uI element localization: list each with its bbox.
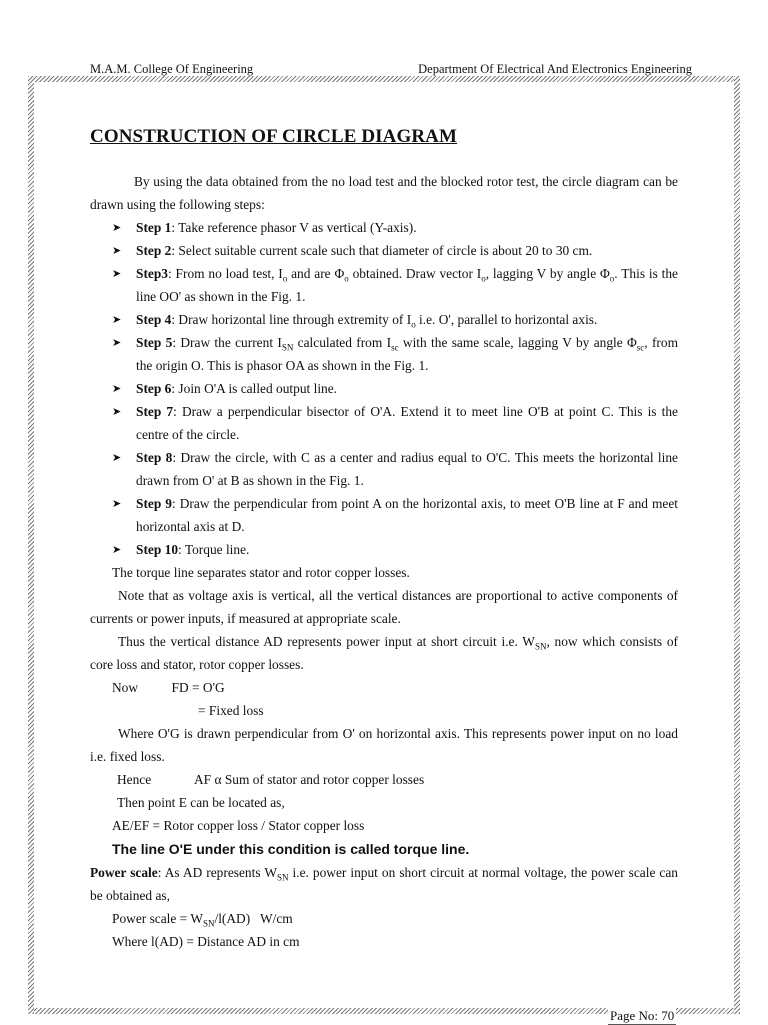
note-paragraph: Note that as voltage axis is vertical, all the vertical distances are proportional to active components of currents or power inputs, if measured at appropriate scale. [90, 588, 678, 626]
thus-paragraph: Thus the vertical distance AD represents power input at short circuit i.e. $W_{SN}$, now which consists of core loss and stator, rotor copper losses. [90, 634, 679, 672]
subscript: SN [281, 342, 294, 353]
step-item [90, 377, 678, 400]
fixed-loss-row [90, 699, 678, 722]
power-scale-paragraph [90, 861, 678, 907]
college-name: M.A.M. College Of Engineering [90, 62, 254, 76]
step-item [90, 331, 678, 377]
now-equation-row [90, 676, 678, 699]
department-name: Department Of Electrical And Electronics Engineering [418, 62, 692, 76]
step-label: Step3 [136, 266, 168, 281]
step-text: : Draw a perpendicular bisector of O'A. Extend it to meet line O'B at point C. This is the centre of the circle. [136, 404, 678, 442]
step-text: : Select suitable current scale such that diameter of circle is about 20 to 30 cm. [171, 243, 593, 258]
step-text: : Draw the current $I_{SN}$ calculated from $I_{sc}$ with the same scale, lagging V by angle $\Phi_{sc}$, from the origin O. This is phasor OA as shown in the Fig. 1. [136, 335, 678, 373]
step-text: : Draw horizontal line through extremity of $I_o$ i.e. O', parallel to horizontal axis. [171, 312, 598, 330]
step-item [90, 492, 678, 538]
arrow-bullet-icon: ➤ [112, 267, 122, 280]
subscript: o [411, 319, 416, 330]
arrow-bullet-icon: ➤ [112, 336, 122, 349]
arrow-bullet-icon: ➤ [112, 405, 122, 418]
subscript: o [481, 273, 486, 284]
subscript: SN [534, 641, 547, 652]
page-content [90, 124, 678, 953]
arrow-bullet-icon: ➤ [112, 244, 122, 257]
power-scale-equation: Power scale = $W_{SN}/l(AD)$ W/cm [112, 911, 293, 929]
page-border-top [28, 76, 740, 82]
step-label: Step 9 [136, 496, 172, 511]
now-equation: FD = O'G [171, 680, 225, 695]
step-item [90, 400, 678, 446]
subscript: SN [202, 918, 215, 929]
ae-ef-row [90, 814, 678, 837]
ae-ef-equation: AE/EF = Rotor copper loss / Stator copper loss [112, 818, 365, 833]
subscript: sc [636, 342, 645, 353]
step-item [90, 239, 678, 262]
step-text: : Torque line. [178, 542, 250, 557]
step-text: : Take reference phasor V as vertical (Y-axis). [171, 220, 417, 235]
page-border-left [28, 76, 34, 1014]
step-label: Step 7 [136, 404, 174, 419]
power-scale-text: : As AD represents $W_{SN}$ i.e. power input on short circuit at normal voltage, the power scale can be obtained as, [90, 865, 678, 903]
step-label: Step 1 [136, 220, 172, 235]
step-text: : Join O'A is called output line. [171, 381, 338, 396]
step-item [90, 216, 678, 239]
step-text: : Draw the perpendicular from point A on the horizontal axis, to meet O'B line at F and meet horizontal axis at D. [136, 496, 678, 534]
now-label: Now [112, 680, 139, 695]
where-l-text: Where l(AD) = Distance AD in cm [112, 934, 300, 949]
step-label: Step 4 [136, 312, 172, 327]
step-text: : From no load test, $I_o$ and are $\Phi_o$ obtained. Draw vector $I_o$, lagging V by angle $\Phi_o$. This is the line OO' as shown in the Fig. 1. [136, 266, 678, 304]
steps-list [90, 216, 678, 561]
hence-row [90, 768, 678, 791]
page-number: Page No: 70 [610, 1008, 675, 1023]
then-point-row [90, 791, 678, 814]
step-item [90, 538, 678, 561]
step-label: Step 5 [136, 335, 173, 350]
where-l-row [90, 930, 678, 953]
subscript: sc [391, 342, 399, 353]
step-label: Step 10 [136, 542, 179, 557]
where-og-paragraph: Where O'G is drawn perpendicular from O' on horizontal axis. This represents power input on no load i.e. fixed loss. [90, 726, 678, 764]
hence-label: Hence [117, 772, 152, 787]
step-label: Step 2 [136, 243, 172, 258]
step-item [90, 446, 678, 492]
then-point-text: Then point E can be located as, [117, 795, 285, 810]
arrow-bullet-icon: ➤ [112, 451, 122, 464]
step-label: Step 6 [136, 381, 172, 396]
arrow-bullet-icon: ➤ [112, 497, 122, 510]
page-border-right [734, 76, 740, 1014]
arrow-bullet-icon: ➤ [112, 382, 122, 395]
fixed-loss-text: = Fixed loss [198, 703, 264, 718]
intro-paragraph: By using the data obtained from the no load test and the blocked rotor test, the circle diagram can be drawn using the following steps: [90, 174, 678, 212]
hence-equation: AF α Sum of stator and rotor copper losses [193, 772, 425, 787]
step-text: : Draw the circle, with C as a center and radius equal to O'C. This meets the horizontal line drawn from O' at B as shown in the Fig. 1. [136, 450, 678, 488]
subscript: o [282, 273, 288, 284]
arrow-bullet-icon: ➤ [112, 543, 122, 556]
power-scale-label: Power scale [90, 865, 158, 880]
page-title: CONSTRUCTION OF CIRCLE DIAGRAM [90, 126, 458, 147]
subscript: SN [276, 872, 289, 883]
arrow-bullet-icon: ➤ [112, 313, 122, 326]
torque-sentence: The torque line separates stator and rotor copper losses. [112, 565, 410, 580]
step-label: Step 8 [136, 450, 173, 465]
subscript: o [609, 273, 615, 284]
step-item [90, 262, 678, 308]
arrow-bullet-icon: ➤ [112, 221, 122, 234]
step-item [90, 308, 678, 331]
subscript: o [344, 273, 349, 284]
torque-line-heading: The line O'E under this condition is called torque line. [112, 841, 470, 857]
